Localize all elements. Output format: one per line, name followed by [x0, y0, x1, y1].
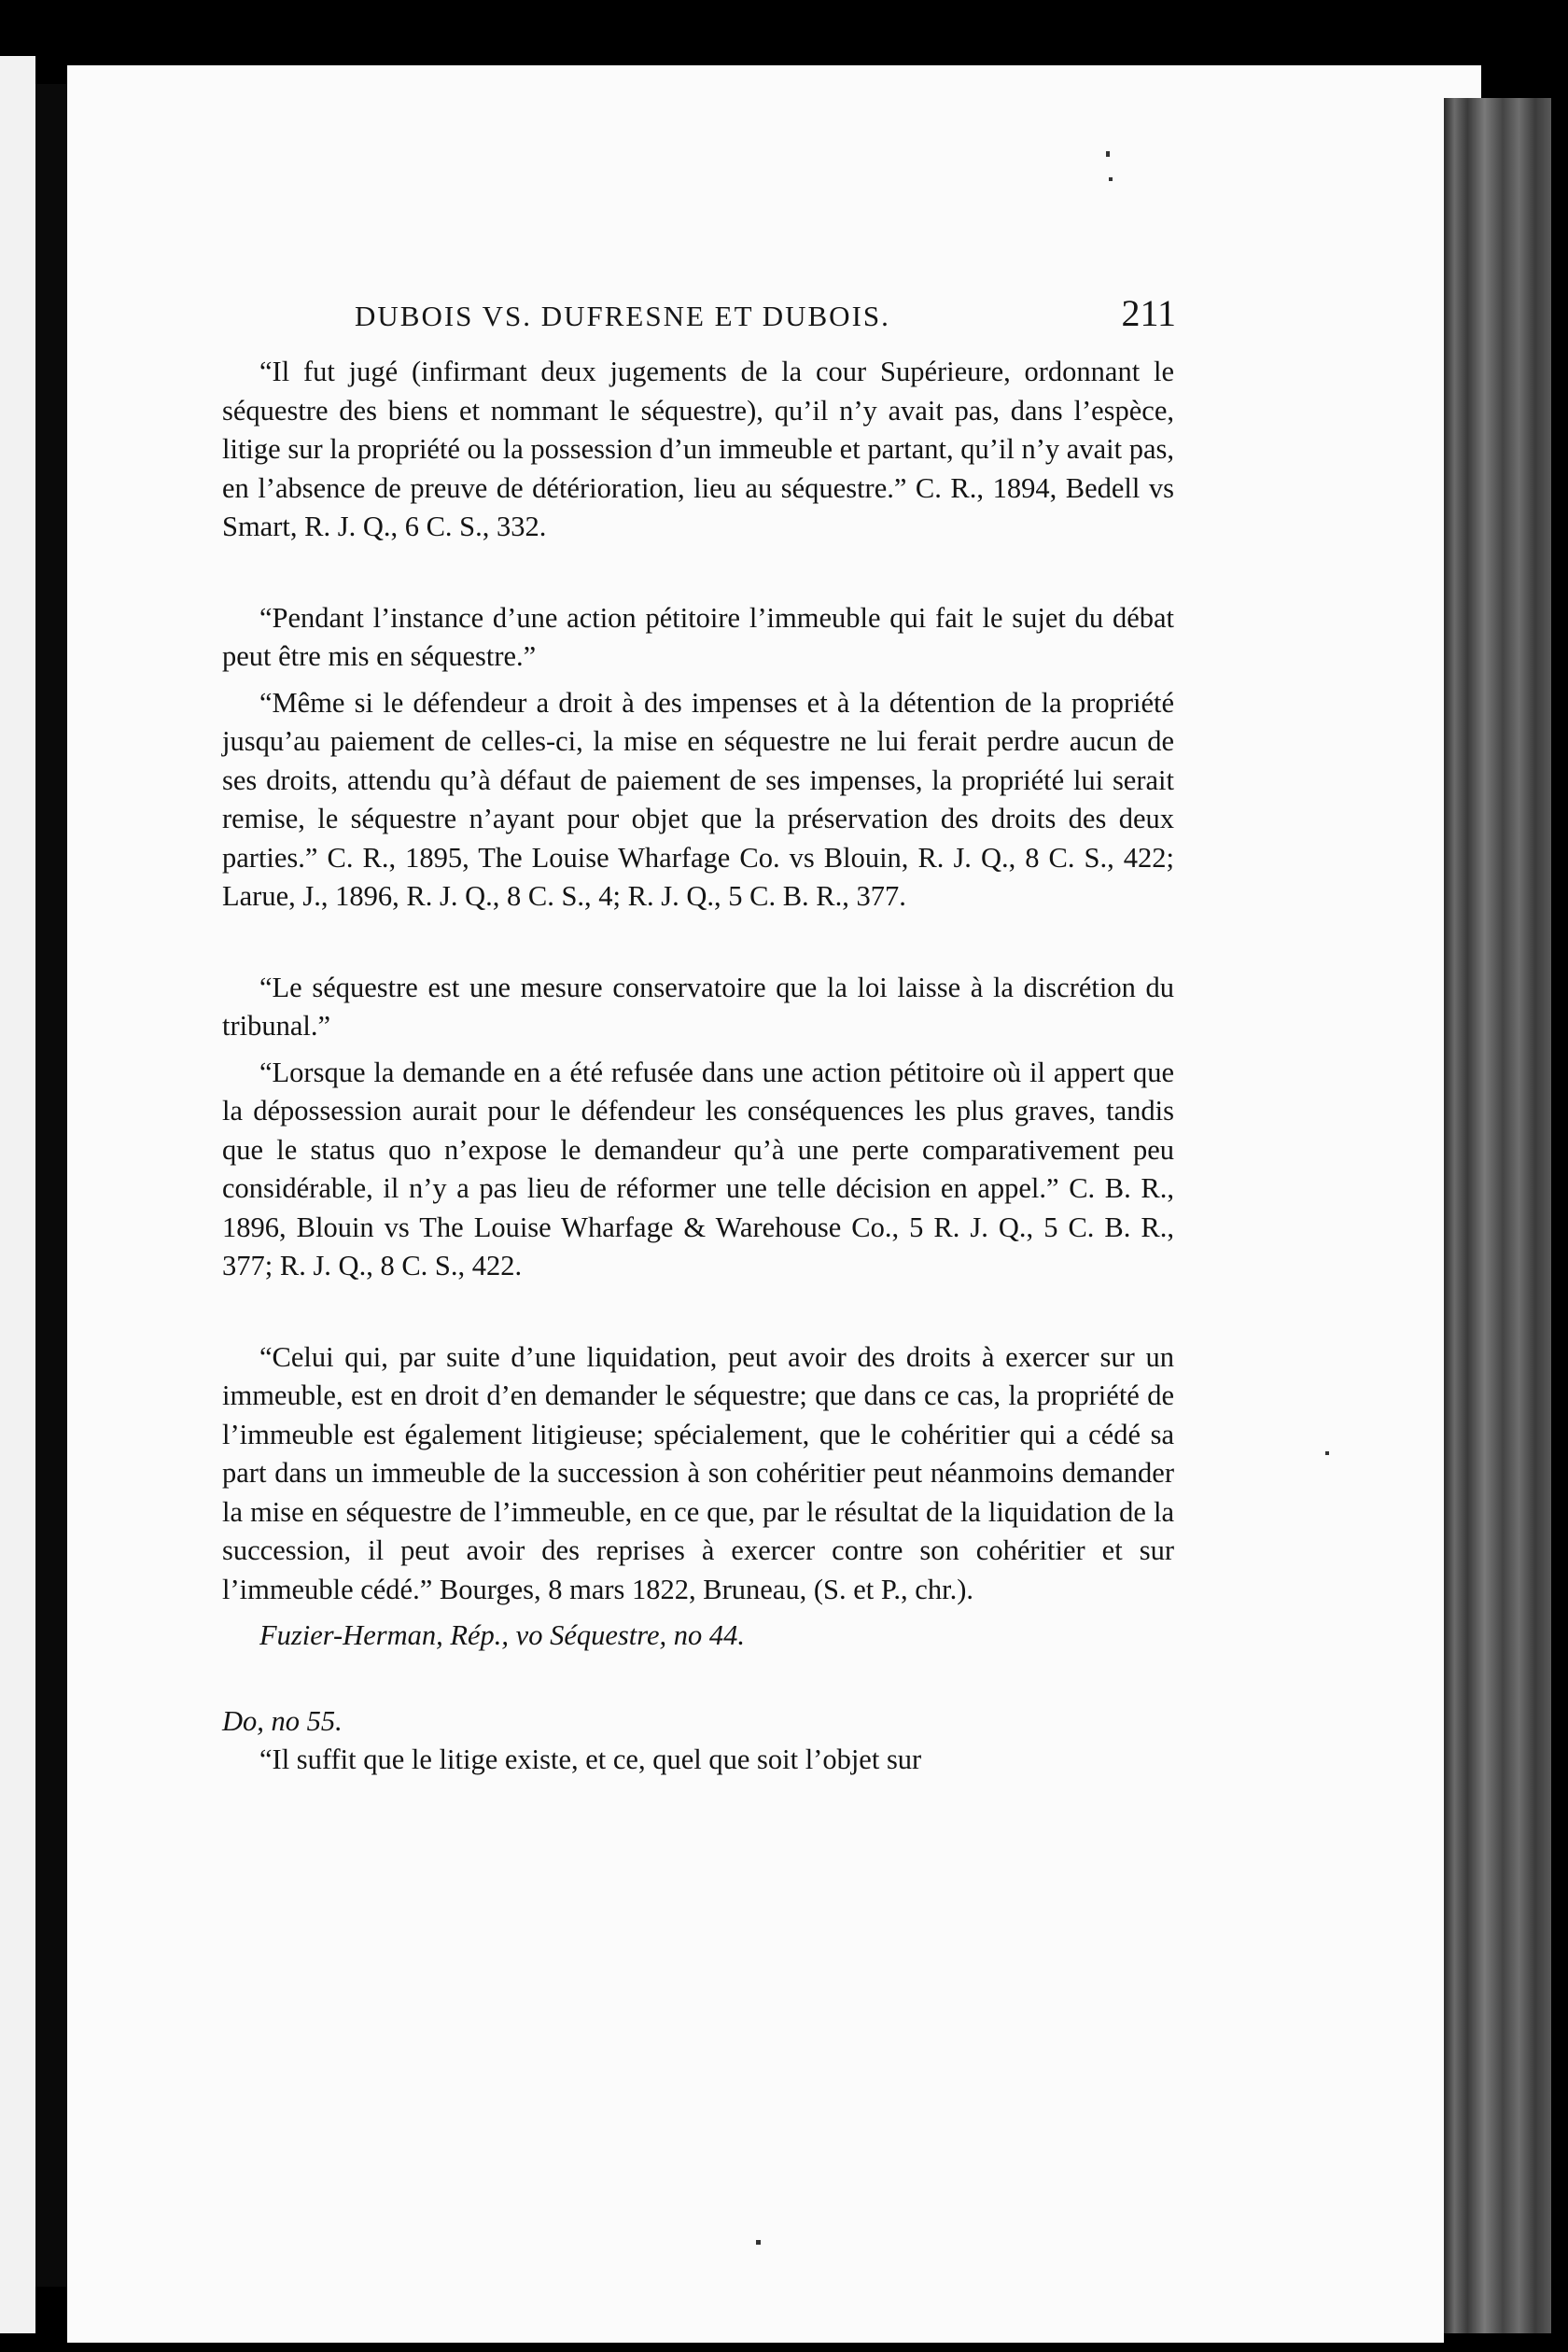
- reference-line: Do, no 55.: [222, 1704, 343, 1737]
- reference-line: Fuzier-Herman, Rép., vo Séquestre, no 44.: [259, 1619, 746, 1651]
- print-speck: [756, 2240, 761, 2245]
- running-head: DUBOIS VS. DUFRESNE ET DUBOIS.: [355, 300, 890, 332]
- page-corner: [1444, 65, 1481, 103]
- page-header: [355, 291, 1176, 335]
- page-number: 211: [1121, 292, 1176, 334]
- quotation-paragraph: “Pendant l’instance d’une action pétitoire l’immeuble qui fait le sujet du débat peut être mis en séquestre.”: [222, 601, 1174, 672]
- quotation-paragraph: “Le séquestre est une mesure conservatoire que la loi laisse à la discrétion du tribunal.”: [222, 971, 1174, 1042]
- facing-page-edge: [0, 56, 35, 2333]
- print-speck: [1106, 151, 1110, 157]
- quotation-paragraph: “Celui qui, par suite d’une liquidation, peut avoir des droits à exercer sur un immeuble, est en droit d’en demander le séquestre; que dans ce cas, la propriété de l’immeuble est également litigieuse; spécialement, que le cohéritier qui a cédé sa part dans un immeuble de la succession à son cohéritier peut néanmoins demander la mise en séquestre de l’immeuble, en ce que, par le résultat de la liquidation de la succession, il peut avoir des reprises à exercer contre son cohéritier et sur l’immeuble cédé.” Bourges, 8 mars 1822, Bruneau, (S. et P., chr.).: [222, 1340, 1174, 1605]
- print-speck: [1109, 177, 1113, 181]
- quotation-paragraph: “Lorsque la demande en a été refusée dans une action pétitoire où il appert que la dépossession aurait pour le défendeur les conséquences les plus graves, tandis que le status quo n’expose le demandeur qu’à une perte comparativement peu considérable, il n’y a pas lieu de réformer une telle décision en appel.” C. B. R., 1896, Blouin vs The Louise Wharfage & Warehouse Co., 5 R. J. Q., 5 C. B. R., 377; R. J. Q., 8 C. S., 422.: [222, 1056, 1174, 1281]
- quotation-paragraph: “Même si le défendeur a droit à des impenses et à la détention de la propriété jusqu’au paiement de celles-ci, la mise en séquestre ne lui ferait perdre aucun de ses droits, attendu qu’à défaut de paiement de ses impenses, la propriété lui serait remise, le séquestre n’ayant pour objet que la préservation des droits des deux parties.” C. R., 1895, The Louise Wharfage Co. vs Blouin, R. J. Q., 8 C. S., 422; Larue, J., 1896, R. J. Q., 8 C. S., 4; R. J. Q., 5 C. B. R., 377.: [222, 686, 1174, 912]
- quotation-paragraph: “Il suffit que le litige existe, et ce, quel que soit l’objet sur: [259, 1743, 922, 1775]
- book-gutter: [35, 84, 67, 2287]
- book-fore-edge: [1444, 98, 1551, 2333]
- quotation-paragraph: “Il fut jugé (infirmant deux jugements de la cour Supérieure, ordonnant le séquestre des biens et nommant le séquestre), qu’il n’y avait pas, dans l’espèce, litige sur la propriété ou la possession d’un immeuble et partant, qu’il n’y avait pas, en l’absence de preuve de détérioration, lieu au séquestre.” C. R., 1894, Bedell vs Smart, R. J. Q., 6 C. S., 332.: [222, 356, 1174, 542]
- print-speck: [1325, 1451, 1329, 1455]
- body-text: [222, 353, 1174, 1780]
